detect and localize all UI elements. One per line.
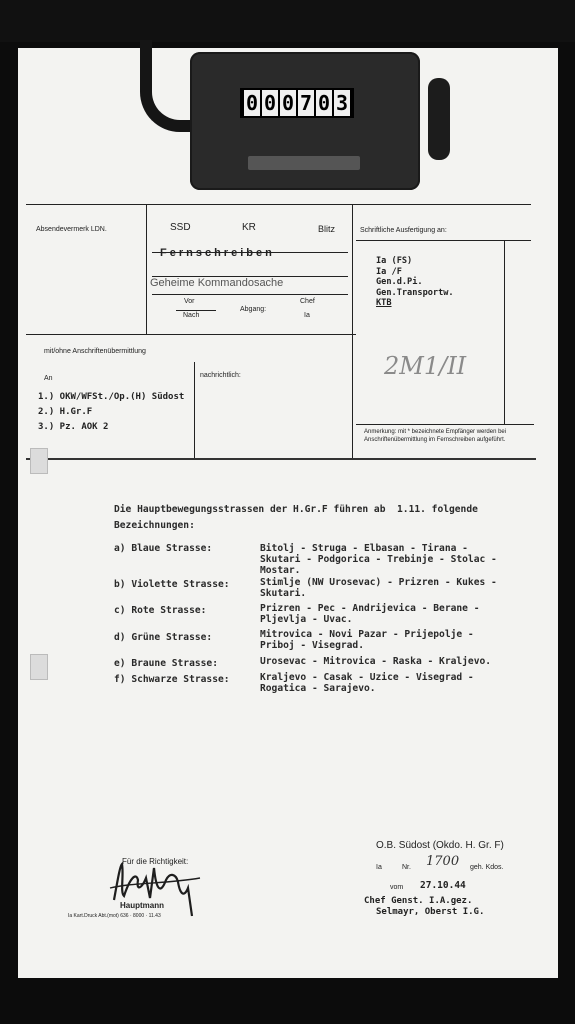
- route-line: Mitrovica - Novi Pazar - Prijepolje -: [260, 629, 474, 640]
- counter-digit: 0: [281, 91, 295, 115]
- route-line: Skutari.: [260, 588, 307, 599]
- route-line: Rogatica - Sarajevo.: [260, 683, 376, 694]
- form-line: [26, 458, 536, 460]
- punch-hole: [30, 654, 48, 680]
- richtigkeit-label: Für die Richtigkeit:: [122, 857, 189, 866]
- form-line: [146, 204, 147, 334]
- route-label: f) Schwarze Strasse:: [114, 674, 230, 685]
- frame-counter-device: [190, 52, 420, 190]
- addressee: 3.) Pz. AOK 2: [38, 422, 109, 432]
- copy-recipient: Ia (FS): [376, 256, 413, 266]
- form-line: [356, 424, 534, 425]
- form-title: Fernschreiben: [160, 247, 275, 259]
- route-line: Skutari - Podgorica - Trebinje - Stolac -: [260, 554, 497, 565]
- route-label: c) Rote Strasse:: [114, 605, 207, 616]
- chef-label: Chef: [300, 298, 315, 305]
- vom-label: vom: [390, 884, 404, 891]
- priority-blitz: Blitz: [318, 224, 336, 234]
- copy-recipient: Ia /F: [376, 266, 402, 277]
- anmerkung-note: Anmerkung: mit * bezeichnete Empfänger werden bei Anschriftenübermittlung im Fernschreiben aufgeführt.: [364, 429, 507, 443]
- schriftliche-label: Schriftliche Ausfertigung an:: [360, 227, 447, 234]
- pencil-note: 2M1/II: [384, 352, 467, 380]
- copy-recipients: [376, 256, 454, 309]
- route-label: e) Braune Strasse:: [114, 658, 218, 669]
- counter-digit: 0: [245, 91, 259, 115]
- punch-hole: [30, 448, 48, 474]
- anschriften-label: mit/ohne Anschriftenübermittlung: [44, 348, 146, 355]
- footer-ia: Ia: [376, 864, 382, 871]
- form-line: [26, 204, 531, 205]
- counter-plate: [248, 156, 360, 170]
- abgang-label: Abgang:: [240, 306, 267, 313]
- priority-ssd: SSD: [170, 222, 191, 233]
- route-label: a) Blaue Strasse:: [114, 543, 213, 554]
- addressee: 1.) OKW/WFSt./Op.(H) Südost: [38, 392, 185, 402]
- film-border-top: [0, 0, 575, 42]
- nr-value: 1700: [426, 854, 460, 869]
- vor-label: Vor: [184, 298, 195, 305]
- route-line: Priboj - Visegrad.: [260, 640, 364, 651]
- route-line: Kraljevo - Casak - Uzice - Visegrad -: [260, 672, 474, 683]
- route-line: Mostar.: [260, 565, 301, 576]
- sign-line: Selmayr, Oberst I.G.: [376, 907, 485, 917]
- nr-label: Nr.: [402, 864, 411, 871]
- route-line: Pljevlja - Uvac.: [260, 614, 353, 625]
- body-intro: Die Hauptbewegungsstrassen der H.Gr.F führen ab 1.11. folgende: [114, 504, 478, 515]
- nachrichtlich-label: nachrichtlich:: [200, 372, 241, 379]
- addressee: 2.) H.Gr.F: [38, 407, 93, 417]
- route-line: Urosevac - Mitrovica - Raska - Kraljevo.: [260, 656, 492, 667]
- priority-kr: KR: [242, 222, 256, 233]
- form-line: [194, 362, 195, 458]
- copy-recipient: Gen.d.Pi.: [376, 277, 423, 287]
- form-line: [176, 310, 216, 311]
- counter-digits: [240, 88, 354, 118]
- route-line: Bitolj - Struga - Elbasan - Tirana -: [260, 543, 468, 554]
- copy-recipient: Gen.Transportw.: [376, 287, 454, 298]
- counter-digit: 0: [263, 91, 277, 115]
- route-label: b) Violette Strasse:: [114, 579, 230, 590]
- an-label: An: [44, 375, 53, 382]
- ia-label: Ia: [304, 312, 310, 319]
- geh-label: geh. Kdos.: [470, 864, 504, 871]
- form-line: [152, 294, 348, 295]
- nach-label: Nach: [183, 312, 200, 319]
- route-line: Prizren - Pec - Andrijevica - Berane -: [260, 603, 480, 614]
- print-note: Ia Kart.Druck Abt.(mot) 636 · 8000 · 11.43: [68, 913, 161, 919]
- absendevermerk-label: Absendevermerk LDN.: [36, 226, 107, 233]
- counter-knob: [428, 78, 450, 160]
- form-line: [504, 240, 505, 424]
- counter-digit: 0: [317, 91, 331, 115]
- counter-digit: 3: [335, 91, 349, 115]
- form-line: [356, 240, 531, 241]
- hauptmann-label: Hauptmann: [120, 901, 164, 910]
- copy-recipient: KTB: [376, 298, 392, 308]
- route-label: d) Grüne Strasse:: [114, 632, 213, 643]
- ob-label: O.B. Südost (Okdo. H. Gr. F): [376, 840, 504, 851]
- classification-stamp: Geheime Kommandosache: [150, 277, 284, 289]
- form-line: [352, 204, 353, 458]
- body-intro: Bezeichnungen:: [114, 520, 195, 531]
- form-line: [26, 334, 356, 335]
- route-line: Stimlje (NW Urosevac) - Prizren - Kukes -: [260, 577, 497, 588]
- counter-digit: 7: [299, 91, 313, 115]
- date: 27.10.44: [420, 880, 466, 891]
- addressees: [38, 390, 184, 435]
- sign-line: Chef Genst. I.A.gez.: [364, 896, 473, 906]
